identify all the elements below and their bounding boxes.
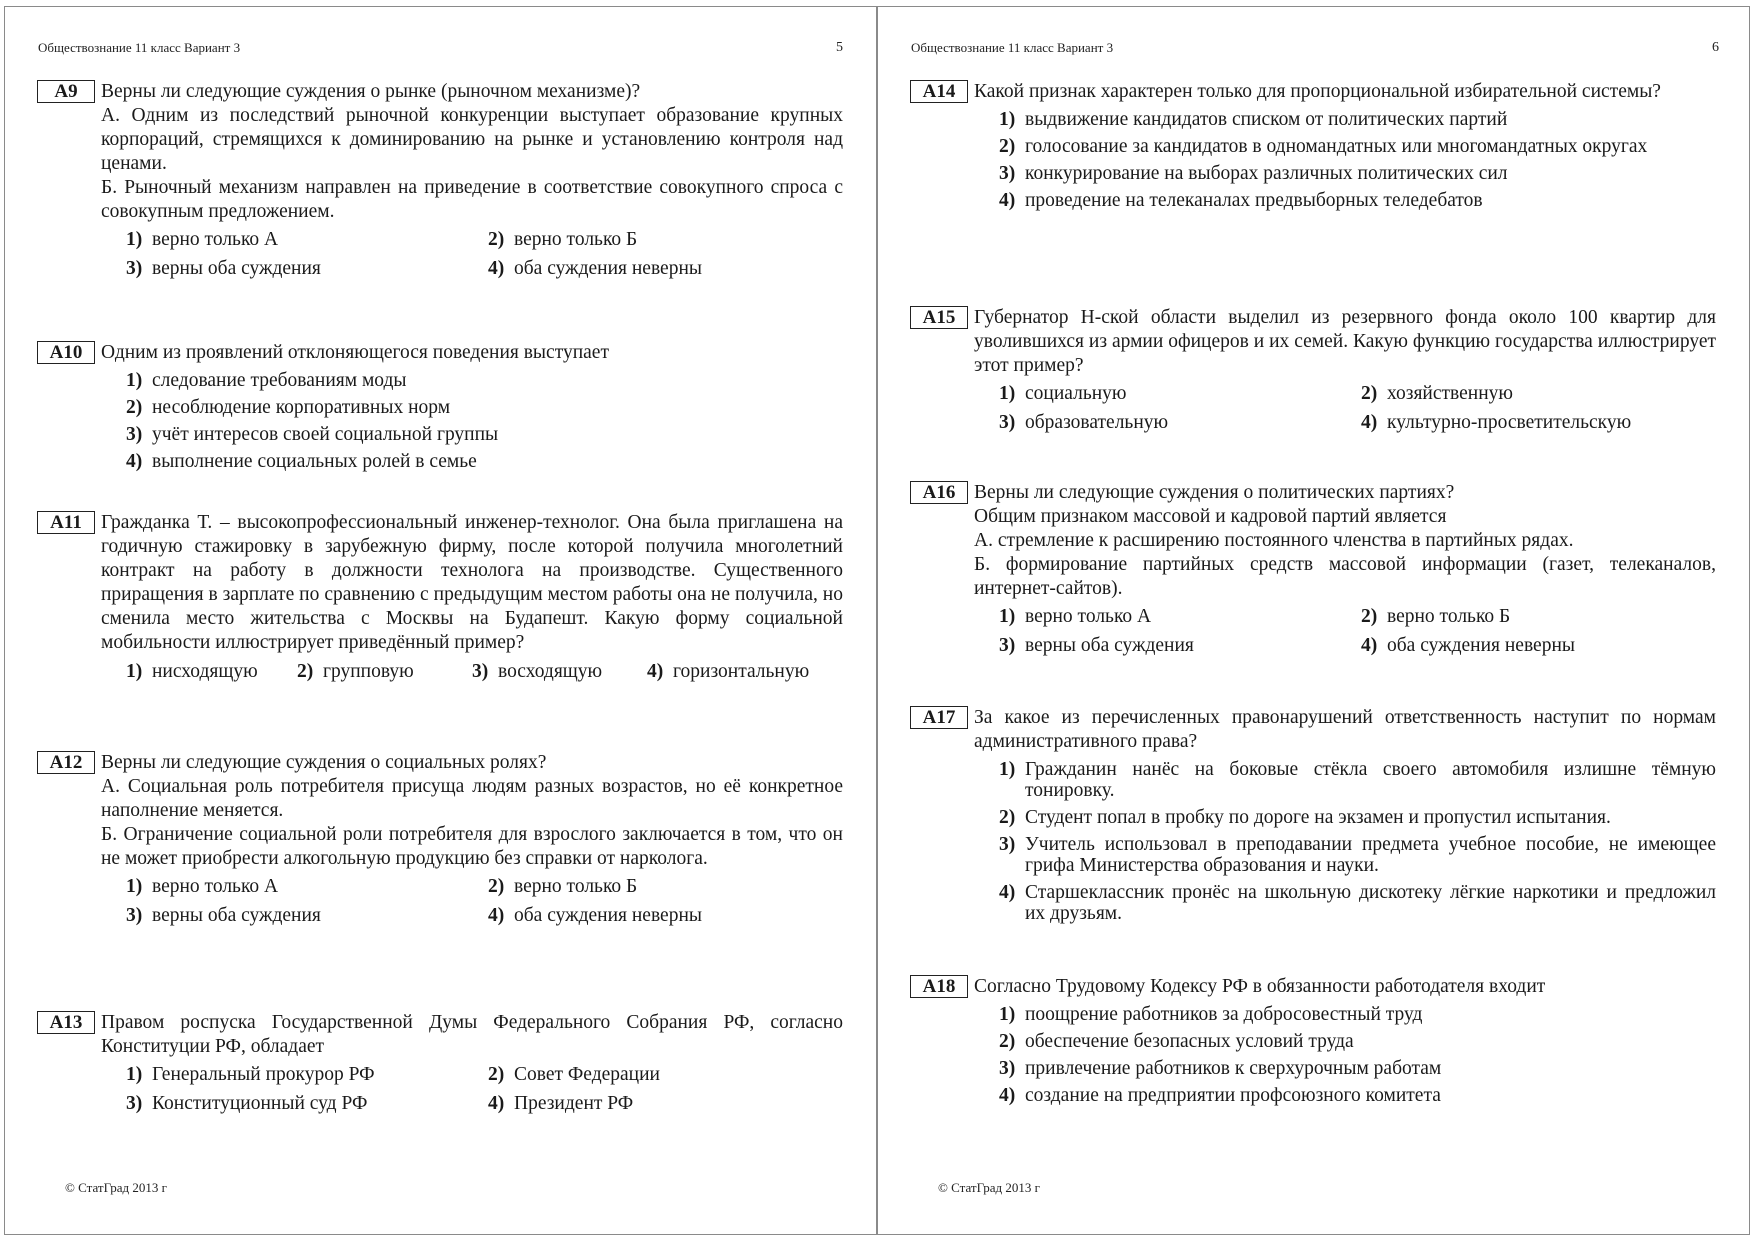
answer-options <box>126 229 843 279</box>
task-label: A15 <box>910 306 968 329</box>
option-text: Студент попал в пробку по дороге на экзамен и пропустил испытания. <box>1025 807 1611 828</box>
option-text: проведение на телеканалах предвыборных теледебатов <box>1025 190 1483 211</box>
option-text: создание на предприятии профсоюзного комитета <box>1025 1085 1441 1106</box>
task-question: Губернатор Н-ской области выделил из резервного фонда около 100 квартир для уволившихся из армии офицеров и их семей. Какую функцию государства иллюстрирует этот пример? <box>974 307 1716 376</box>
answer-option <box>974 1004 1716 1025</box>
option-text: оба суждения неверны <box>1387 635 1575 656</box>
option-number: 2) <box>999 136 1016 157</box>
task-statement: Б. Рыночный механизм направлен на приведение в соответствие совокупного спроса с совокупным предложением. <box>101 177 843 222</box>
option-text: привлечение работников к сверхурочным работам <box>1025 1058 1442 1079</box>
option-number: 1) <box>999 606 1016 627</box>
option-text: верны оба суждения <box>1025 635 1194 656</box>
option-number: 1) <box>126 370 143 391</box>
option-text: социальную <box>1025 383 1127 404</box>
answer-option <box>974 882 1716 924</box>
answer-option <box>647 661 827 682</box>
option-text: оба суждения неверны <box>514 258 702 279</box>
task-label: A9 <box>37 80 95 103</box>
option-text: образовательную <box>1025 412 1169 433</box>
answer-option <box>126 661 297 682</box>
option-number: 1) <box>999 109 1016 130</box>
answer-option <box>974 1085 1716 1106</box>
option-number: 3) <box>999 635 1016 656</box>
answer-options <box>126 661 843 682</box>
option-number: 4) <box>488 1093 505 1114</box>
answer-options <box>126 876 843 926</box>
task-statement: А. Одним из последствий рыночной конкуренции выступает образование крупных корпораций, стремящихся к доминированию на рынке и установлению контроля над ценами. <box>101 105 843 174</box>
answer-option <box>297 661 472 682</box>
option-number: 3) <box>999 834 1016 855</box>
option-number: 2) <box>126 397 143 418</box>
option-text: верно только Б <box>1387 606 1511 627</box>
option-text: верно только Б <box>514 876 638 897</box>
answer-option <box>101 451 843 472</box>
task-statement: А. стремление к расширению постоянного членства в партийных рядах. <box>974 530 1574 551</box>
page-header-title: Обществознание 11 класс Вариант 3 <box>911 40 1114 55</box>
task-label: A12 <box>37 751 95 774</box>
task-statement: Б. Ограничение социальной роли потребителя для взрослого заключается в том, что он не может приобрести алкогольную продукцию без справки от нарколога. <box>101 824 843 869</box>
answer-options <box>126 1064 843 1114</box>
task-question: Верны ли следующие суждения о рынке (рыночном механизме)? <box>101 81 641 102</box>
option-number: 4) <box>999 190 1016 211</box>
task-statement: Б. формирование партийных средств массовой информации (газет, телеканалов, интернет-сайтов). <box>974 554 1716 599</box>
answer-options <box>974 109 1716 211</box>
option-number: 1) <box>126 876 143 897</box>
answer-option <box>126 876 488 897</box>
task-label: A17 <box>910 706 968 729</box>
option-number: 2) <box>1361 383 1378 404</box>
option-number: 3) <box>999 412 1016 433</box>
option-text: Гражданин нанёс на боковые стёкла своего автомобиля излишне тёмную тонировку. <box>1025 759 1716 801</box>
answer-option <box>1361 412 1691 433</box>
page-footer: © СтатГрад 2013 г <box>65 1180 167 1195</box>
answer-option <box>488 229 818 250</box>
answer-option <box>126 905 488 926</box>
task-a10 <box>37 341 843 478</box>
answer-option <box>126 1064 488 1085</box>
answer-option <box>999 383 1361 404</box>
option-number: 3) <box>999 163 1016 184</box>
option-text: групповую <box>323 661 414 682</box>
option-number: 4) <box>1361 412 1378 433</box>
answer-option <box>999 606 1361 627</box>
option-text: выдвижение кандидатов списком от политических партий <box>1025 109 1508 130</box>
task-a18 <box>910 975 1716 1112</box>
option-text: верны оба суждения <box>152 258 321 279</box>
task-a9 <box>37 80 843 279</box>
option-number: 4) <box>999 882 1016 903</box>
answer-options <box>974 759 1716 924</box>
option-text: следование требованиям моды <box>152 370 407 391</box>
option-text: несоблюдение корпоративных норм <box>152 397 451 418</box>
task-a11 <box>37 511 843 682</box>
option-number: 2) <box>1361 606 1378 627</box>
answer-option <box>974 109 1716 130</box>
option-text: хозяйственную <box>1387 383 1513 404</box>
answer-option <box>974 1031 1716 1052</box>
option-number: 2) <box>488 229 505 250</box>
task-a14 <box>910 80 1716 217</box>
option-text: верно только А <box>1025 606 1152 627</box>
option-text: Учитель использовал в преподавании предмета учебное пособие, не имеющее грифа Министерства образования и науки. <box>1025 834 1716 876</box>
option-number: 4) <box>126 451 143 472</box>
answer-option <box>488 1064 818 1085</box>
task-a17 <box>910 706 1716 930</box>
option-number: 2) <box>297 661 314 682</box>
option-text: нисходящую <box>152 661 258 682</box>
task-label: A14 <box>910 80 968 103</box>
task-statement: Общим признаком массовой и кадровой партий является <box>974 506 1447 527</box>
option-text: оба суждения неверны <box>514 905 702 926</box>
task-question: Одним из проявлений отклоняющегося поведения выступает <box>101 342 609 363</box>
task-question: Гражданка Т. – высокопрофессиональный инженер-технолог. Она была приглашена на годичную стажировку в зарубежную фирму, после которой получила многолетний контракт на работу в должности технолога на производстве. Существенного приращения в зарплате по сравнению с предыдущим местом работы она не получила, но сменила место жительства с Москвы на Будапешт. Какую форму социальной мобильности иллюстрирует приведённый пример? <box>101 512 843 653</box>
answer-option <box>101 397 843 418</box>
answer-options <box>999 606 1716 656</box>
task-a12 <box>37 751 843 926</box>
task-question: Согласно Трудовому Кодексу РФ в обязанности работодателя входит <box>974 976 1546 997</box>
answer-option <box>488 905 818 926</box>
option-number: 4) <box>999 1085 1016 1106</box>
answer-option <box>974 807 1716 828</box>
option-number: 3) <box>126 424 143 445</box>
option-text: восходящую <box>498 661 603 682</box>
task-statement: А. Социальная роль потребителя присуща людям разных возрастов, но её конкретное наполнение меняется. <box>101 776 843 821</box>
answer-option <box>1361 383 1691 404</box>
option-text: обеспечение безопасных условий труда <box>1025 1031 1354 1052</box>
option-number: 1) <box>999 1004 1016 1025</box>
answer-option <box>126 229 488 250</box>
option-number: 3) <box>999 1058 1016 1079</box>
answer-option <box>101 370 843 391</box>
task-a15 <box>910 306 1716 433</box>
option-number: 2) <box>999 807 1016 828</box>
option-text: верно только А <box>152 229 279 250</box>
page-header-title: Обществознание 11 класс Вариант 3 <box>38 40 241 55</box>
option-text: Генеральный прокурор РФ <box>152 1064 375 1085</box>
option-number: 3) <box>126 258 143 279</box>
option-number: 2) <box>488 876 505 897</box>
option-text: культурно-просветительскую <box>1387 412 1632 433</box>
task-label: A16 <box>910 481 968 504</box>
answer-option <box>488 1093 818 1114</box>
task-a13 <box>37 1011 843 1114</box>
task-a16 <box>910 481 1716 656</box>
option-text: Совет Федерации <box>514 1064 660 1085</box>
option-number: 4) <box>488 258 505 279</box>
option-text: верно только А <box>152 876 279 897</box>
option-text: верно только Б <box>514 229 638 250</box>
answer-options <box>974 1004 1716 1106</box>
answer-option <box>999 635 1361 656</box>
option-number: 1) <box>999 383 1016 404</box>
answer-option <box>974 190 1716 211</box>
answer-option <box>999 412 1361 433</box>
answer-option <box>1361 606 1691 627</box>
option-text: Президент РФ <box>514 1093 634 1114</box>
option-number: 1) <box>126 1064 143 1085</box>
page-right <box>877 6 1750 1235</box>
answer-options <box>101 370 843 472</box>
answer-option <box>488 876 818 897</box>
answer-option <box>101 424 843 445</box>
option-text: голосование за кандидатов в одномандатных или многомандатных округах <box>1025 136 1648 157</box>
task-question: Верны ли следующие суждения о социальных ролях? <box>101 752 547 773</box>
task-question: Правом роспуска Государственной Думы Федерального Собрания РФ, согласно Конституции РФ, обладает <box>101 1012 843 1057</box>
option-text: Старшеклассник пронёс на школьную дискотеку лёгкие наркотики и предложил их друзьям. <box>1025 882 1716 924</box>
option-number: 4) <box>1361 635 1378 656</box>
answer-option <box>974 1058 1716 1079</box>
answer-option <box>974 759 1716 801</box>
answer-option <box>974 136 1716 157</box>
answer-option <box>974 163 1716 184</box>
answer-option <box>974 834 1716 876</box>
option-text: горизонтальную <box>673 661 810 682</box>
task-question: Верны ли следующие суждения о политических партиях? <box>974 482 1455 503</box>
answer-option <box>1361 635 1691 656</box>
option-number: 1) <box>126 661 143 682</box>
task-label: A10 <box>37 341 95 364</box>
page-number: 6 <box>1712 40 1719 55</box>
answer-option <box>126 258 488 279</box>
option-text: учёт интересов своей социальной группы <box>152 424 499 445</box>
answer-options <box>999 383 1716 433</box>
option-text: поощрение работников за добросовестный труд <box>1025 1004 1423 1025</box>
task-question: За какое из перечисленных правонарушений ответственность наступит по нормам административного права? <box>974 707 1716 752</box>
page-footer: © СтатГрад 2013 г <box>938 1180 1040 1195</box>
option-text: выполнение социальных ролей в семье <box>152 451 477 472</box>
answer-option <box>488 258 818 279</box>
page-number: 5 <box>836 40 843 55</box>
page-left <box>4 6 877 1235</box>
option-number: 3) <box>126 905 143 926</box>
answer-option <box>472 661 647 682</box>
option-number: 3) <box>126 1093 143 1114</box>
option-number: 2) <box>488 1064 505 1085</box>
option-text: Конституционный суд РФ <box>152 1093 368 1114</box>
task-question: Какой признак характерен только для пропорциональной избирательной системы? <box>974 81 1661 102</box>
option-text: конкурирование на выборах различных политических сил <box>1025 163 1508 184</box>
option-text: верны оба суждения <box>152 905 321 926</box>
option-number: 4) <box>488 905 505 926</box>
task-label: A13 <box>37 1011 95 1034</box>
answer-option <box>126 1093 488 1114</box>
task-label: A18 <box>910 975 968 998</box>
task-label: A11 <box>37 511 95 534</box>
option-number: 2) <box>999 1031 1016 1052</box>
option-number: 1) <box>126 229 143 250</box>
option-number: 3) <box>472 661 489 682</box>
option-number: 4) <box>647 661 664 682</box>
option-number: 1) <box>999 759 1016 780</box>
